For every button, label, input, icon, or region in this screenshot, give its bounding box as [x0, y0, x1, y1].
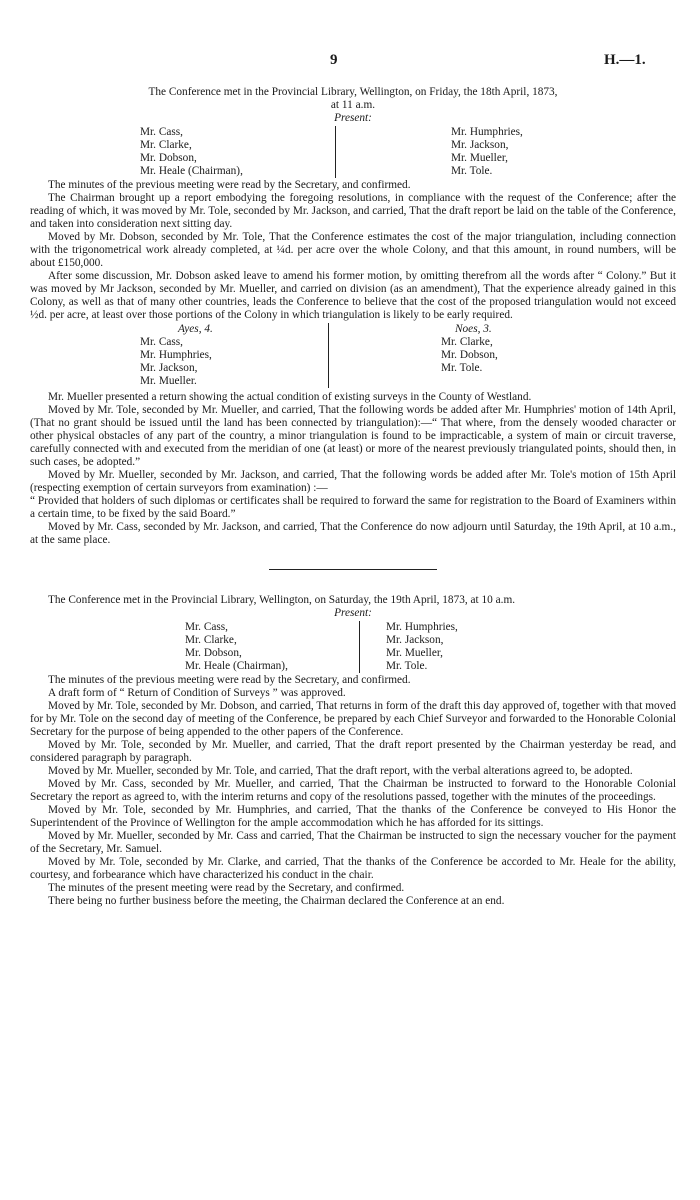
voter: Mr. Cass,	[140, 336, 183, 348]
paragraph: There being no further business before the meeting, the Chairman declared the Conference at an end.	[48, 895, 505, 907]
attendee: Mr. Clarke,	[185, 634, 237, 646]
paragraph: The Chairman brought up a report embodying the foregoing resolutions, in compliance with the request of the Conference; after the reading of which, it was moved by Mr. Tole, seconded by Mr. Jackson, and carried, That the draft report be laid on the table of the Conference, and taken into consideration next sitting day.	[30, 192, 676, 230]
attendee: Mr. Humphries,	[451, 126, 523, 138]
attendee: Mr. Heale (Chairman),	[140, 165, 243, 177]
paragraph: Moved by Mr. Tole, seconded by Mr. Mueller, and carried, That the following words be added after Mr. Humphries' motion of 14th April, (That no grant should be issued until the land has been connected by triangulation):—“ That where, from the densely wooded character or other physical obstacles of any part of the country, a minor triangulation is found to be impracticable, a system of main or circuit traverse, carefully connected with and executed from the meridian of one (at least) or more of the nearest previously triangulated points, should then, in such cases, be adopted.”	[30, 404, 676, 468]
meeting1-attendance	[140, 126, 676, 178]
noes-label: Noes, 3.	[455, 323, 492, 335]
attendee: Mr. Dobson,	[140, 152, 197, 164]
paragraph: Moved by Mr. Tole, seconded by Mr. Clarke, and carried, That the thanks of the Conference be accorded to Mr. Heale for the ability, courtesy, and forbearance which have characterized his conduct in the chair.	[30, 856, 676, 881]
paragraph: Mr. Mueller presented a return showing the actual condition of existing surveys in the County of Westland.	[48, 391, 532, 403]
attendee: Mr. Dobson,	[185, 647, 242, 659]
attendee: Mr. Tole.	[386, 660, 428, 672]
meeting1-present-label: Present:	[334, 112, 372, 124]
meeting2-present-label: Present:	[334, 607, 372, 619]
paragraph: Moved by Mr. Mueller, seconded by Mr. Cass and carried, That the Chairman be instructed to sign the necessary voucher for the payment of the Secretary, Mr. Samuel.	[30, 830, 676, 855]
attendee: Mr. Clarke,	[140, 139, 192, 151]
voter: Mr. Humphries,	[140, 349, 212, 361]
voter: Mr. Mueller.	[140, 375, 197, 387]
paragraph: The minutes of the previous meeting were read by the Secretary, and confirmed.	[48, 179, 411, 191]
paragraph: Moved by Mr. Cass, seconded by Mr. Jackson, and carried, That the Conference do now adjourn until Saturday, the 19th April, at 10 a.m., at the same place.	[30, 521, 676, 546]
attendee: Mr. Tole.	[451, 165, 493, 177]
attendee: Mr. Mueller,	[451, 152, 508, 164]
paragraph: Moved by Mr. Tole, seconded by Mr. Mueller, and carried, That the draft report presented by the Chairman yesterday be read, and considered paragraph by paragraph.	[30, 739, 676, 764]
paragraph: The minutes of the present meeting were read by the Secretary, and confirmed.	[48, 882, 405, 894]
meeting1-opening-time: at 11 a.m.	[330, 99, 376, 111]
ayes-column	[140, 323, 329, 388]
meeting2-attendees-left	[185, 621, 360, 673]
meeting1-opening: The Conference met in the Provincial Library, Wellington, on Friday, the 18th April, 1873,	[148, 86, 558, 98]
paper-code: H.—1.	[604, 52, 646, 68]
meeting1-attendees-right	[336, 126, 523, 178]
meeting2-attendance	[185, 621, 676, 673]
paragraph: The minutes of the previous meeting were read by the Secretary, and confirmed.	[48, 674, 411, 686]
page-number: 9	[330, 52, 338, 68]
attendee: Mr. Jackson,	[386, 634, 444, 646]
attendee: Mr. Humphries,	[386, 621, 458, 633]
paragraph: Moved by Mr. Dobson, seconded by Mr. Tole, That the Conference estimates the cost of the major triangulation, including connection with the trigonometrical work already completed, at ¼d. per acre over the whole Colony, and that this amount, in round numbers, will be about £150,000.	[30, 231, 676, 269]
paragraph: After some discussion, Mr. Dobson asked leave to amend his former motion, by omitting therefrom all the words after “ Colony.” But it was moved by Mr Jackson, seconded by Mr. Mueller, and carried on division (as an amendment), That the experience already gained in this Colony, as well as that of many other countries, leads the Conference to believe that the cost of the proposed triangulation would not exceed ½d. per acre, at least over those portions of the Colony in which triangulation is likely to be early required.	[30, 270, 676, 321]
paragraph: Moved by Mr. Mueller, seconded by Mr. Tole, and carried, That the draft report, with the verbal alterations agreed to, be adopted.	[48, 765, 633, 777]
paragraph: “ Provided that holders of such diplomas or certificates shall be required to forward the same for registration to the Board of Examiners within a certain time, to be fixed by the said Board.”	[30, 495, 676, 520]
meeting1-attendees-left	[140, 126, 336, 178]
attendee: Mr. Jackson,	[451, 139, 509, 151]
ayes-label: Ayes, 4.	[178, 323, 213, 335]
voter: Mr. Jackson,	[140, 362, 198, 374]
meeting2-attendees-right	[360, 621, 458, 673]
attendee: Mr. Cass,	[185, 621, 228, 633]
paragraph: Moved by Mr. Mueller, seconded by Mr. Jackson, and carried, That the following words be added after Mr. Tole's motion of 15th April (respecting exemption of certain surveyors from examination) :—	[30, 469, 676, 494]
attendee: Mr. Mueller,	[386, 647, 443, 659]
noes-column	[329, 323, 498, 388]
paragraph: A draft form of “ Return of Condition of Surveys ” was approved.	[48, 687, 346, 699]
document-body	[30, 86, 676, 908]
attendee: Mr. Heale (Chairman),	[185, 660, 288, 672]
voter: Mr. Clarke,	[441, 336, 493, 348]
division-result	[140, 323, 676, 388]
voter: Mr. Tole.	[441, 362, 483, 374]
paragraph: Moved by Mr. Tole, seconded by Mr. Humphries, and carried, That the thanks of the Conference be conveyed to His Honor the Superintendent of the Province of Wellington for the ample accommodation which he has afforded for its sittings.	[30, 804, 676, 829]
paragraph: Moved by Mr. Cass, seconded by Mr. Mueller, and carried, That the Chairman be instructed to forward to the Honorable Colonial Secretary the report as agreed to, with the interim returns and copy of the resolutions passed, together with the minutes of the proceedings.	[30, 778, 676, 803]
attendee: Mr. Cass,	[140, 126, 183, 138]
paragraph: Moved by Mr. Tole, seconded by Mr. Dobson, and carried, That returns in form of the draft this day approved of, together with that moved for by Mr. Tole on the second day of meeting of the Conference, be prepared by each Chief Surveyor and forwarded to the Honorable Colonial Secretary for the purpose of being appended to the other papers of the Conference.	[30, 700, 676, 738]
section-divider	[269, 569, 437, 570]
voter: Mr. Dobson,	[441, 349, 498, 361]
meeting2-opening: The Conference met in the Provincial Library, Wellington, on Saturday, the 19th April, 1873, at 10 a.m.	[48, 594, 516, 606]
